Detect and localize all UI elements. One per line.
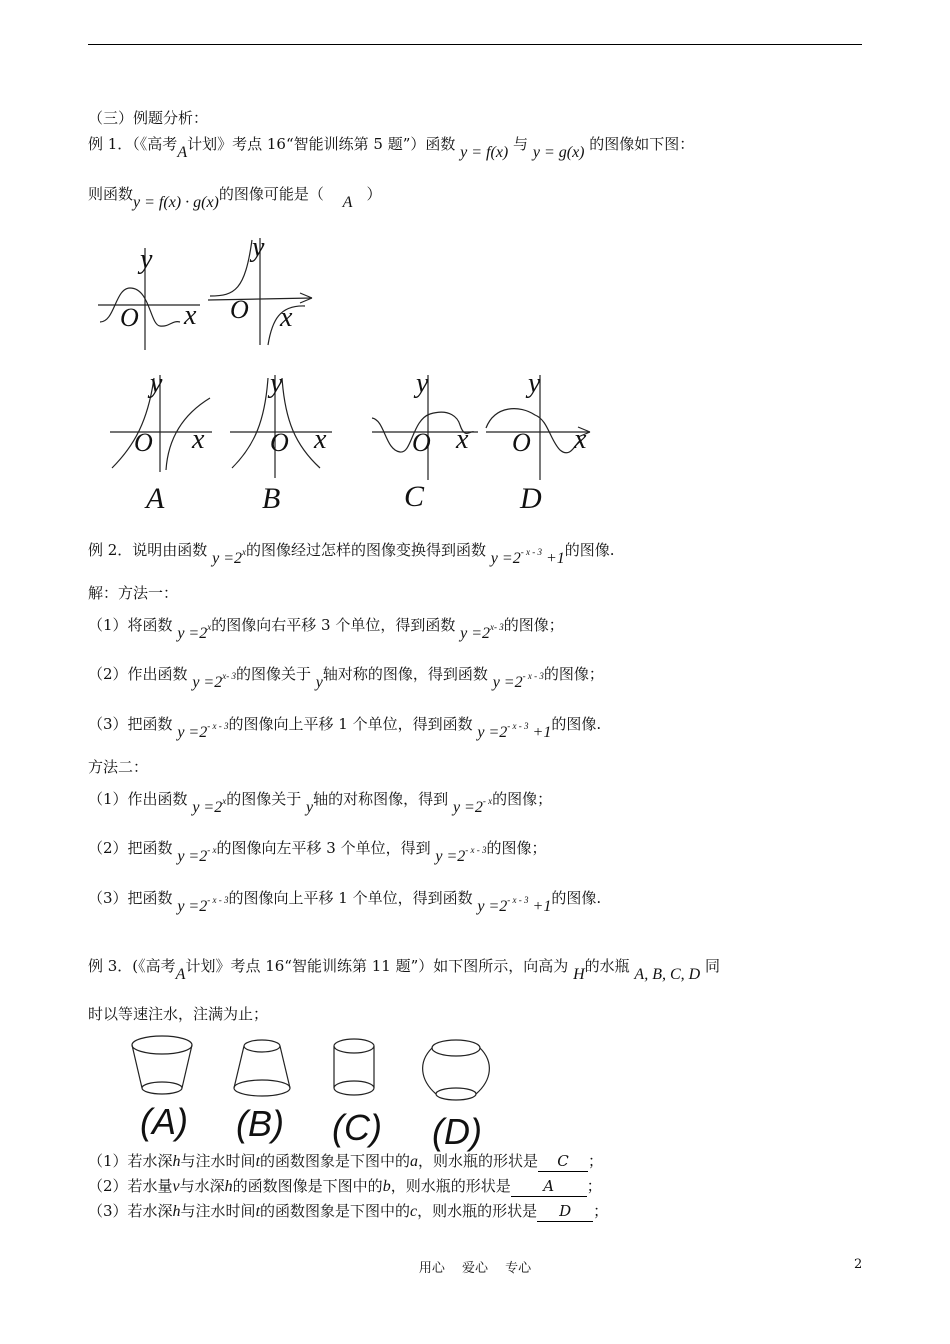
q3-answer: D bbox=[537, 1201, 593, 1222]
m2-s1-b: 的图像关于 bbox=[226, 790, 302, 808]
q1-c: 的函数图象是下图中的 bbox=[260, 1152, 411, 1170]
ex3-line2: 时以等速注水，注满为止； bbox=[88, 1005, 269, 1023]
m2-s3-formula1: $y =2^{- x - 3}$ bbox=[177, 895, 229, 915]
q1-e: ； bbox=[588, 1152, 604, 1170]
m1-s2-formula1: $y =2^{x- 3}$ bbox=[192, 671, 236, 691]
ex2-formula-target: $y =2^{- x - 3} +1$ bbox=[490, 547, 565, 567]
ex3-q2 bbox=[88, 1176, 602, 1197]
ex1-g-formula: y = g(x) bbox=[532, 144, 585, 161]
graph-f-y-label: y bbox=[140, 244, 153, 275]
ex1-answer: A bbox=[342, 194, 353, 211]
ex3-h-var: H bbox=[573, 966, 585, 983]
bottle-a-label: (A) bbox=[140, 1101, 188, 1142]
q1-answer: C bbox=[538, 1151, 588, 1172]
m2-s1-d: 的图像； bbox=[492, 790, 553, 808]
m2-s2-b: 的图像向左平移 3 个单位，得到 bbox=[216, 839, 431, 857]
m2-s1-a: （1）作出函数 bbox=[88, 790, 188, 808]
q2-var: b bbox=[382, 1178, 391, 1195]
ex3-bottles-var: A, B, C, D bbox=[634, 966, 701, 983]
option-d-label: D bbox=[520, 482, 542, 515]
m1-s2-b: 的图像关于 bbox=[235, 665, 311, 683]
m1-s2-a: （2）作出函数 bbox=[88, 665, 188, 683]
q3-d: ，则水瓶的形状是 bbox=[417, 1202, 538, 1220]
ex2-formula-base: $y =2^x$ bbox=[212, 547, 246, 567]
q2-d: ，则水瓶的形状是 bbox=[390, 1177, 511, 1195]
graph-d-origin-label: O bbox=[512, 428, 531, 457]
q3-var: c bbox=[410, 1203, 418, 1220]
bottle-b-label: (B) bbox=[236, 1103, 284, 1144]
graph-a-origin-label: O bbox=[134, 428, 153, 457]
q3-e: ； bbox=[593, 1202, 609, 1220]
ex3-prefix: 例 3．(《高考 bbox=[88, 957, 176, 975]
graph-a-x-label: x bbox=[192, 424, 205, 455]
ex2-line1-b: 的图像经过怎样的图像变换得到函数 bbox=[246, 541, 487, 559]
ex1-a-letter: A bbox=[177, 144, 188, 161]
q3-b: 与注水时间 bbox=[180, 1202, 256, 1220]
ex1-line2-b: 的图像可能是（ bbox=[218, 185, 324, 203]
q2-b: 与水深 bbox=[179, 1177, 225, 1195]
m2-s1-c: 轴的对称图像，得到 bbox=[313, 790, 449, 808]
graph-b-y-label: y bbox=[270, 368, 283, 399]
q2-e: ； bbox=[586, 1177, 602, 1195]
q2-v: v bbox=[172, 1178, 180, 1195]
bottle-c-label: (C) bbox=[332, 1107, 382, 1148]
ex1-line2-a: 则函数 bbox=[88, 185, 134, 203]
q3-h: h bbox=[172, 1203, 181, 1220]
q1-h: h bbox=[172, 1153, 181, 1170]
graph-d-x-label: x bbox=[574, 424, 587, 455]
ex1-line2-c: ） bbox=[366, 185, 382, 203]
page-footer: 用心 爱心 专心 bbox=[418, 1261, 532, 1276]
ex1-product-formula: y = f(x) · g(x) bbox=[133, 194, 219, 211]
m1-s1-c: 的图像； bbox=[503, 616, 564, 634]
m1-s3-b: 的图像向上平移 1 个单位，得到函数 bbox=[228, 715, 473, 733]
option-a-label: A bbox=[146, 482, 165, 515]
m2-s2-c: 的图像； bbox=[486, 839, 547, 857]
m2-s3-b: 的图像向上平移 1 个单位，得到函数 bbox=[228, 889, 473, 907]
bottle-a bbox=[132, 1036, 192, 1094]
m1-s3-formula1: $y =2^{- x - 3}$ bbox=[177, 721, 229, 741]
q1-var: a bbox=[410, 1153, 419, 1170]
m2-s2-a: （2）把函数 bbox=[88, 839, 173, 857]
graph-g-x-label: x bbox=[280, 302, 293, 333]
m1-s3-a: （3）把函数 bbox=[88, 715, 173, 733]
q2-a: （2）若水量 bbox=[88, 1177, 173, 1195]
m1-s2-formula2: $y =2^{- x - 3}$ bbox=[492, 671, 544, 691]
m1-s1-a: （1）将函数 bbox=[88, 616, 173, 634]
q3-t: t bbox=[255, 1203, 261, 1220]
q1-a: （1）若水深 bbox=[88, 1152, 173, 1170]
option-c-label: C bbox=[404, 480, 425, 513]
ex1-mid1: 计划》考点 16“智能训练第 5 题”）函数 bbox=[187, 135, 456, 153]
m1-s2-d: 的图像； bbox=[543, 665, 604, 683]
graph-c-y-label: y bbox=[416, 368, 429, 399]
ex3-mid2: 的水瓶 bbox=[584, 957, 630, 975]
m2-s1-y: y bbox=[306, 799, 314, 816]
ex3-q1 bbox=[88, 1151, 603, 1172]
option-b-label: B bbox=[262, 482, 281, 515]
graph-g-y-label: y bbox=[252, 232, 265, 263]
ex3-q3 bbox=[88, 1201, 608, 1222]
m1-s1-b: 的图像向右平移 3 个单位，得到函数 bbox=[211, 616, 456, 634]
m2-s3-a: （3）把函数 bbox=[88, 889, 173, 907]
q3-a: （3）若水深 bbox=[88, 1202, 173, 1220]
method2-title: 方法二： bbox=[88, 758, 149, 776]
bottle-c bbox=[334, 1039, 374, 1095]
m2-s2-formula1: $y =2^{- x}$ bbox=[177, 845, 217, 865]
graph-f-x-label: x bbox=[184, 300, 197, 331]
m1-s2-y: y bbox=[315, 674, 323, 691]
bottle-b bbox=[234, 1040, 290, 1096]
m2-s1-formula2: $y =2^{- x}$ bbox=[452, 796, 493, 816]
ex2-line1-a: 例 2．说明由函数 bbox=[88, 541, 208, 559]
q1-t: t bbox=[255, 1153, 261, 1170]
graph-d-y-label: y bbox=[528, 368, 541, 399]
graph-f-origin-label: O bbox=[120, 303, 139, 332]
q2-c: 的函数图像是下图中的 bbox=[232, 1177, 383, 1195]
bottle-d bbox=[423, 1040, 490, 1100]
ex1-tail: 的图像如下图： bbox=[589, 135, 695, 153]
q1-b: 与注水时间 bbox=[180, 1152, 256, 1170]
ex3-mid: 计划》考点 16“智能训练第 11 题”）如下图所示，向高为 bbox=[185, 957, 569, 975]
m2-s3-formula2: $y =2^{- x - 3} +1$ bbox=[477, 895, 552, 915]
q1-d: ，则水瓶的形状是 bbox=[418, 1152, 539, 1170]
m2-s2-formula2: $y =2^{- x - 3}$ bbox=[435, 845, 487, 865]
m1-s2-c: 轴对称的图像，得到函数 bbox=[322, 665, 488, 683]
m1-s1-formula1: $y =2^x$ bbox=[177, 622, 212, 642]
q2-answer: A bbox=[511, 1176, 587, 1197]
ex1-f-formula: y = f(x) bbox=[460, 144, 509, 161]
graph-b-x-label: x bbox=[314, 424, 327, 455]
graph-a-y-label: y bbox=[150, 368, 163, 399]
ex1-prefix: 例 1．（《高考 bbox=[88, 135, 178, 153]
graph-b-origin-label: O bbox=[270, 428, 289, 457]
m2-s3-c: 的图像. bbox=[551, 889, 602, 907]
ex3-a-letter: A bbox=[175, 966, 186, 983]
ex1-with: 与 bbox=[513, 135, 529, 153]
ex2-line1-c: 的图像. bbox=[564, 541, 615, 559]
graph-c-x-label: x bbox=[456, 424, 469, 455]
bottle-d-label: (D) bbox=[432, 1111, 482, 1152]
graph-g-origin-label: O bbox=[230, 295, 249, 324]
m2-s1-formula1: $y =2^x$ bbox=[192, 796, 227, 816]
section-title: （三）例题分析： bbox=[88, 109, 209, 127]
m1-s3-formula2: $y =2^{- x - 3} +1$ bbox=[477, 721, 552, 741]
m1-s3-c: 的图像. bbox=[551, 715, 602, 733]
page-number: 2 bbox=[854, 1257, 863, 1272]
m1-s1-formula2: $y =2^{x- 3}$ bbox=[460, 622, 504, 642]
graph-c-origin-label: O bbox=[412, 428, 431, 457]
q3-c: 的函数图象是下图中的 bbox=[260, 1202, 411, 1220]
ex3-tail: 同 bbox=[704, 957, 720, 975]
solution-title: 解：方法一： bbox=[88, 584, 179, 602]
q2-h: h bbox=[224, 1178, 233, 1195]
